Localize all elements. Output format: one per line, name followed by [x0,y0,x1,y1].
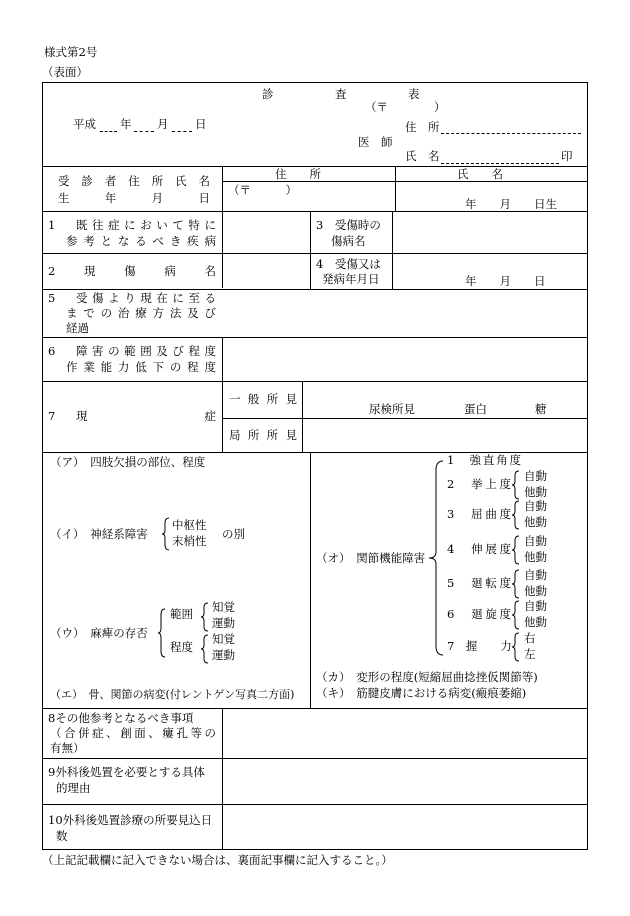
rule [222,708,223,850]
rule [310,211,311,289]
grip-left: 左 [524,647,536,661]
brace-icon [512,600,520,630]
footer-note: （上記記載欄に記入できない場合は、裏面記事欄に記入すること。） [42,853,393,867]
doctor-name-field[interactable] [441,163,559,164]
brace-icon [512,569,520,599]
rule [302,381,303,452]
brace-icon [201,602,209,632]
item-5-label-line3: 経過 [66,321,89,335]
item-4-label-line2: 発病年月日 [322,272,380,286]
range-sense-label: 知覚 [212,600,235,614]
patient-birthdate: 年 月 日生 [465,197,557,211]
title-char-1: 診 [262,87,274,101]
header-postal: （〒 ） [365,100,446,114]
rule [310,452,311,708]
item-9-label-line1: 9外科後処置を必要とする具体 [48,765,205,779]
date-day: 日 [195,117,207,131]
item-6-label-line1: 6 障害の範囲及び程度 [48,344,216,358]
item-4-date: 年 月 日 [465,274,546,288]
joint-5-auto: 自動 [524,568,547,582]
date-year: 年 [120,117,132,131]
rule [42,758,588,759]
year-blank[interactable] [100,131,117,132]
date-era: 平成 [73,117,96,131]
grip-right: 右 [524,631,536,645]
item-10-label-line1: 10外科後処置診療の所要見込日 [48,813,213,827]
range-motor-label: 運動 [212,616,235,630]
rule [222,418,588,419]
item-8-label-line2: （合併症、創面、瘻孔等の [50,726,216,740]
item-5-label-line2: までの治療方法及び [66,306,216,320]
month-blank[interactable] [134,131,154,132]
title-char-3: 表 [408,87,420,101]
item-8-label-line1: 8その他参考となるべき事項 [48,711,194,725]
protein-label: 蛋白 [464,402,487,416]
degree-sense-label: 知覚 [212,632,235,646]
title-char-2: 査 [335,87,347,101]
day-blank[interactable] [172,131,192,132]
joint-4-auto: 自動 [524,534,547,548]
patient-name-header: 氏 名 [457,167,503,181]
symptom-i-label: （イ） 神経系障害 [50,527,148,541]
patient-address-header: 住 所 [275,167,321,181]
peripheral-label: 末梢性 [172,534,207,548]
item-5-label-line1: 5 受傷より現在に至る [48,291,216,305]
brace-icon [512,470,520,500]
degree-motor-label: 運動 [212,648,235,662]
symptom-a: （ア） 四肢欠損の部位、程度 [50,455,206,469]
item-3-label-line2: 傷病名 [331,234,366,248]
item-1-label-line1: 1 既往症において特に [48,218,216,232]
joint-item-2: 2 挙上度 [447,477,511,491]
item-9-label-line2: 的理由 [56,781,91,795]
paralysis-degree-label: 程度 [170,640,193,654]
form-number: 様式第2号 [44,45,98,59]
item-3-label-line1: 3 受傷時の [316,218,381,232]
symptom-e: （エ） 骨、関節の病変(付レントゲン写真二方面) [50,688,295,701]
patient-label-line1: 受診者住所氏名 [58,174,210,188]
patient-postal: （〒 ） [228,183,297,197]
joint-item-6: 6 廻旋度 [447,607,511,621]
joint-5-passive: 他動 [524,584,547,598]
rule [42,337,588,338]
rule [42,708,588,709]
rule [42,253,588,254]
doctor-address-label: 住 所 [405,120,440,134]
brace-icon [512,632,520,662]
doctor-address-field[interactable] [441,133,581,134]
symptom-ki: （キ） 筋腱皮膚における病変(瘢痕萎縮) [316,686,527,700]
rule [395,166,396,211]
joint-2-passive: 他動 [524,485,547,499]
joint-item-3: 3 屈曲度 [447,507,511,521]
item-1-label-line2: 参考となるべき疾病 [66,234,216,248]
brace-icon [428,460,444,656]
joint-item-7: 7 握 力 [447,639,512,653]
rule [42,804,588,805]
item-7-label: 7 現 症 [48,409,216,423]
date-month: 月 [157,117,169,131]
brace-icon [512,500,520,530]
joint-3-auto: 自動 [524,499,547,513]
urine-test-label: 尿検所見 [369,402,415,416]
sugar-label: 糖 [535,402,547,416]
symptom-u-label: （ウ） 麻痺の存否 [50,626,148,640]
paralysis-range-label: 範囲 [170,607,193,621]
item-10-label-line2: 数 [56,829,68,843]
symptom-o-label: （オ） 関節機能障害 [316,551,426,565]
seal-mark: 印 [561,149,573,163]
item-6-label-line2: 作業能力低下の程度 [66,360,216,374]
patient-label-line2: 生 年 月 日 [58,191,210,205]
rule [42,289,588,290]
joint-item-4: 4 伸展度 [447,542,511,556]
general-findings-label: 一般所見 [229,392,297,406]
joint-6-auto: 自動 [524,599,547,613]
brace-icon [162,517,170,551]
brace-icon [158,608,166,658]
joint-item-1: 1 強直角度 [447,453,521,467]
item-4-label-line1: 4 受傷又は [316,257,381,271]
item-8-label-line3: 有無） [50,741,85,755]
central-label: 中枢性 [172,518,207,532]
brace-icon [201,634,209,664]
item-2-label: 2 現 傷 病 名 [48,264,216,278]
rule [222,166,223,288]
joint-4-passive: 他動 [524,550,547,564]
form-side-label: （表面） [42,65,88,79]
joint-3-passive: 他動 [524,515,547,529]
rule [222,337,223,452]
symptom-ka: （カ） 変形の程度(短縮屈曲捻挫仮関節等) [316,670,538,684]
joint-6-passive: 他動 [524,615,547,629]
joint-item-5: 5 廻転度 [447,576,511,590]
brace-icon [512,535,520,565]
joint-2-auto: 自動 [524,469,547,483]
doctor-label: 医 師 [358,135,393,149]
doctor-name-label: 氏 名 [405,149,440,163]
rule [42,381,588,382]
local-findings-label: 局所所見 [229,428,297,442]
rule [392,211,393,289]
distinction-label: の別 [222,527,245,541]
